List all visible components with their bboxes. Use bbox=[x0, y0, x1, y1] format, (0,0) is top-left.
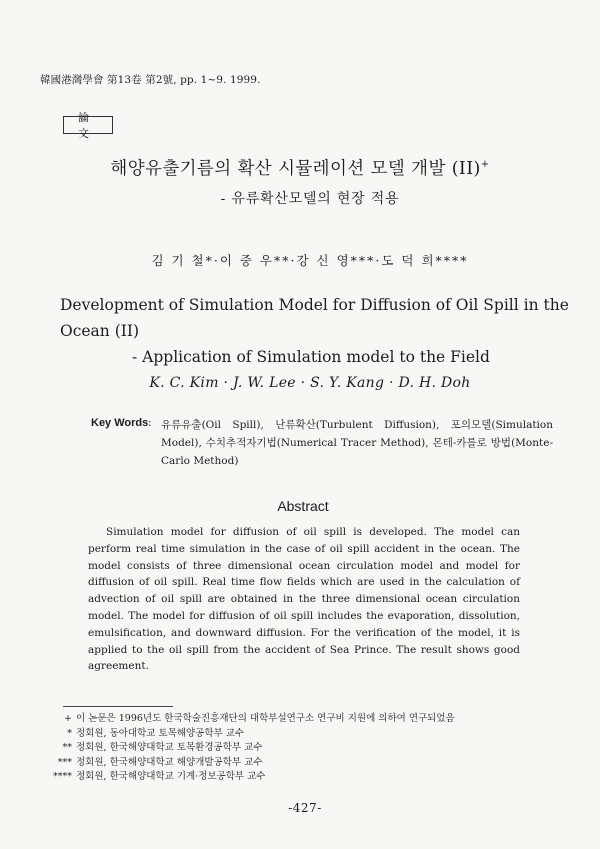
footnote bbox=[36, 712, 576, 727]
footnote-text: 정회원, 한국해양대학교 해양개발공학부 교수 bbox=[76, 756, 263, 768]
footnote-mark: *** bbox=[57, 756, 72, 768]
footnote-text: 정회원, 한국해양대학교 기계·정보공학부 교수 bbox=[76, 771, 266, 783]
keywords-colon: : bbox=[148, 416, 152, 429]
abstract-heading: Abstract bbox=[277, 498, 329, 514]
footnote-text: 정회원, 한국해양대학교 토목환경공학부 교수 bbox=[76, 742, 263, 754]
english-title-line1: Development of Simulation Model for Diffusion of Oil Spill in the Ocean (II) bbox=[60, 296, 569, 340]
journal-citation: 韓國港灣學會 第13卷 第2號, pp. 1~9. 1999. bbox=[40, 74, 261, 86]
footnote-text: 정회원, 동아대학교 토목해양공학부 교수 bbox=[76, 727, 245, 739]
keywords-text: 유류유출(Oil Spill), 난류확산(Turbulent Diffusion), 포의모델(Simulation Model), 수치추적자기법(Numerical Tracer Method), 몬테-카를로 방법(Monte-Carlo Method) bbox=[161, 419, 553, 467]
korean-authors: 김 기 철*·이 중 우**·강 신 영***·도 덕 희**** bbox=[151, 253, 469, 268]
article-type-badge: 論 文 bbox=[63, 116, 113, 134]
english-authors: K. C. Kim · J. W. Lee · S. Y. Kang · D. H. Doh bbox=[149, 375, 471, 391]
footnote-divider bbox=[63, 706, 173, 707]
footnote-mark: ** bbox=[62, 742, 72, 754]
footnote bbox=[36, 770, 576, 785]
korean-title-text: 해양유출기름의 확산 시뮬레이션 모델 개발 (II) bbox=[110, 159, 481, 179]
footnote-mark: * bbox=[67, 727, 72, 739]
english-title-line2: - Application of Simulation model to the Field bbox=[132, 348, 490, 366]
keywords-label: Key Words bbox=[91, 417, 149, 429]
page-number: -427- bbox=[288, 801, 322, 815]
title-footnote-mark: + bbox=[480, 159, 490, 171]
footnote bbox=[36, 756, 576, 771]
korean-title bbox=[0, 155, 600, 180]
footnote-mark: + bbox=[64, 713, 72, 724]
abstract-body: Simulation model for diffusion of oil spill is developed. The model can perform real time simulation in the case of oil spill accident in the ocean. The model consists of three dimensional ocean circulation model and model for diffusion of oil spill. Real time flow fields which are used in the calculation of advection of oil spill are obtained in the three dimensional ocean circulation model. The model for diffusion of oil spill includes the evaporation, dissolution, emulsification, and downward diffusion. For the verification of the model, it is applied to the oil spill from the accident of Sea Prince. The result shows good agreement. bbox=[88, 526, 520, 673]
korean-subtitle: - 유류확산모델의 현장 적용 bbox=[220, 191, 400, 207]
footnote-text: 이 논문은 1996년도 한국학술진흥재단의 대학부설연구소 연구비 지원에 의하여 연구되었음 bbox=[76, 713, 455, 724]
english-title bbox=[60, 292, 570, 370]
footnote bbox=[36, 727, 576, 742]
footnote-mark: **** bbox=[53, 771, 72, 783]
footnote bbox=[36, 741, 576, 756]
